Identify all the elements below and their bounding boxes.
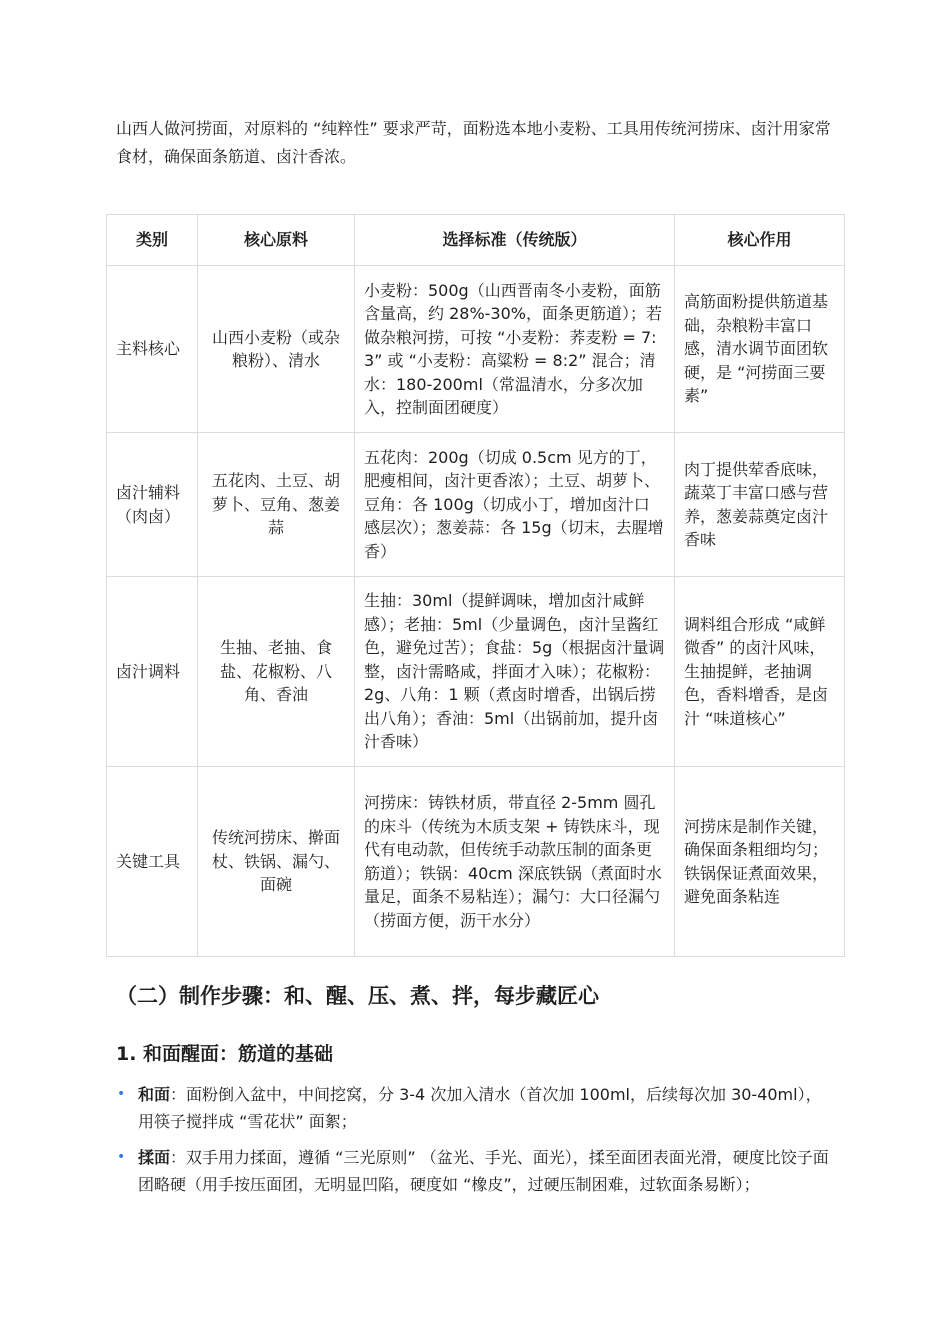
cell-category: 主料核心 xyxy=(107,266,198,433)
cell-role: 高筋面粉提供筋道基础，杂粮粉丰富口感，清水调节面团软硬，是 “河捞面三要素” xyxy=(675,266,845,433)
list-item xyxy=(116,1144,832,1198)
cell-materials: 山西小麦粉（或杂粮粉）、清水 xyxy=(198,266,355,433)
table-header-row xyxy=(107,215,845,266)
section-heading: （二）制作步骤：和、醒、压、煮、拌，每步藏匠心 xyxy=(116,984,599,1008)
header-category: 类别 xyxy=(107,215,198,266)
bullet-icon: • xyxy=(117,1086,126,1102)
table-row xyxy=(107,266,845,433)
table-row xyxy=(107,577,845,767)
ingredients-table xyxy=(106,214,845,957)
table-row xyxy=(107,767,845,957)
list-item xyxy=(116,1081,832,1135)
cell-standard: 小麦粉：500g（山西晋南冬小麦粉，面筋含量高，约 28%-30%，面条更筋道）；若做杂粮河捞，可按 “小麦粉：荞麦粉 = 7:3” 或 “小麦粉：高粱粉 = 8:2” 混合；清水：180-200ml（常温清水，分多次加入，控制面团硬度） xyxy=(355,266,675,433)
step-text: ：面粉倒入盆中，中间挖窝，分 3-4 次加入清水（首次加 100ml，后续每次加 30-40ml），用筷子搅拌成 “雪花状” 面絮； xyxy=(138,1085,822,1131)
cell-role: 肉丁提供荤香底味，蔬菜丁丰富口感与营养，葱姜蒜奠定卤汁香味 xyxy=(675,433,845,577)
bullet-icon: • xyxy=(117,1149,126,1165)
steps-list xyxy=(116,1081,832,1207)
cell-materials: 生抽、老抽、食盐、花椒粉、八角、香油 xyxy=(198,577,355,767)
cell-standard: 五花肉：200g（切成 0.5cm 见方的丁，肥瘦相间，卤汁更香浓）；土豆、胡萝卜、豆角：各 100g（切成小丁，增加卤汁口感层次）；葱姜蒜：各 15g（切末，去腥增香） xyxy=(355,433,675,577)
intro-paragraph: 山西人做河捞面，对原料的 “纯粹性” 要求严苛，面粉选本地小麦粉、工具用传统河捞床、卤汁用家常食材，确保面条筋道、卤汁香浓。 xyxy=(116,119,831,166)
cell-role: 调料组合形成 “咸鲜微香” 的卤汁风味，生抽提鲜，老抽调色，香料增香，是卤汁 “味道核心” xyxy=(675,577,845,767)
cell-category: 卤汁辅料（肉卤） xyxy=(107,433,198,577)
cell-standard: 河捞床：铸铁材质，带直径 2-5mm 圆孔的床斗（传统为木质支架 + 铸铁床斗，现代有电动款，但传统手动款压制的面条更筋道）；铁锅：40cm 深底铁锅（煮面时水量足，面条不易粘连）；漏勺：大口径漏勺（捞面方便，沥干水分） xyxy=(355,767,675,957)
header-role: 核心作用 xyxy=(675,215,845,266)
step-text: ：双手用力揉面，遵循 “三光原则” （盆光、手光、面光），揉至面团表面光滑，硬度比饺子面团略硬（用手按压面团，无明显凹陷，硬度如 “橡皮”，过硬压制困难，过软面条易断）； xyxy=(138,1148,829,1194)
step-title: 和面 xyxy=(138,1085,171,1104)
table-row xyxy=(107,433,845,577)
subsection-heading: 1. 和面醒面：筋道的基础 xyxy=(116,1043,334,1065)
header-standard: 选择标准（传统版） xyxy=(355,215,675,266)
cell-standard: 生抽：30ml（提鲜调味，增加卤汁咸鲜感）；老抽：5ml（少量调色，卤汁呈酱红色，避免过苦）；食盐：5g（根据卤汁量调整，卤汁需略咸，拌面才入味）；花椒粉：2g、八角：1 颗（煮卤时增香，出锅后捞出八角）；香油：5ml（出锅前加，提升卤汁香味） xyxy=(355,577,675,767)
cell-role: 河捞床是制作关键，确保面条粗细均匀；铁锅保证煮面效果，避免面条粘连 xyxy=(675,767,845,957)
step-title: 揉面 xyxy=(138,1148,171,1167)
cell-materials: 五花肉、土豆、胡萝卜、豆角、葱姜蒜 xyxy=(198,433,355,577)
cell-materials: 传统河捞床、擀面杖、铁锅、漏勺、面碗 xyxy=(198,767,355,957)
header-materials: 核心原料 xyxy=(198,215,355,266)
cell-category: 关键工具 xyxy=(107,767,198,957)
cell-category: 卤汁调料 xyxy=(107,577,198,767)
